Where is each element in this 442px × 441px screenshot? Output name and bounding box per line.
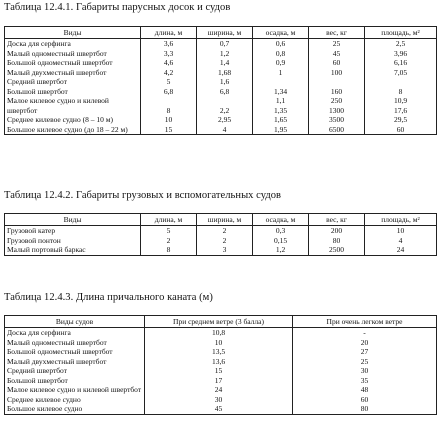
- table-3: [4, 315, 437, 415]
- table-row: [5, 68, 437, 78]
- row-label: Большой швертбот: [5, 376, 145, 386]
- table-row: [5, 236, 437, 246]
- table-cell: 2: [141, 236, 197, 246]
- table-2-caption: Таблица 12.4.2. Габариты грузовых и вспомогательных судов: [4, 190, 282, 201]
- table-cell: 4: [197, 125, 253, 135]
- table-cell: 3: [197, 245, 253, 255]
- table-cell: 1,2: [253, 245, 309, 255]
- table-cell: 80: [293, 404, 437, 414]
- table-row: [5, 77, 437, 87]
- table-cell: 10: [145, 338, 293, 348]
- table-row: [5, 366, 437, 376]
- table-cell: 1,4: [197, 58, 253, 68]
- table-row: [5, 39, 437, 49]
- table-1-col-3: осадка, м: [253, 27, 309, 39]
- table-row: [5, 245, 437, 255]
- table-cell: 6,8: [197, 87, 253, 97]
- table-row: [5, 49, 437, 59]
- table-cell: 24: [365, 245, 437, 255]
- table-cell: 2500: [309, 245, 365, 255]
- table-cell: 4,6: [141, 58, 197, 68]
- row-label: Малый одноместный швертбот: [5, 49, 141, 59]
- table-2-col-2: ширина, м: [197, 214, 253, 226]
- table-2: [4, 213, 437, 256]
- table-2-col-3: осадка, м: [253, 214, 309, 226]
- table-row: [5, 404, 437, 414]
- row-label: Среднее килевое судно (8 – 10 м): [5, 115, 141, 125]
- table-cell: 100: [309, 68, 365, 78]
- table-cell: 3,3: [141, 49, 197, 59]
- table-cell: 45: [145, 404, 293, 414]
- table-cell: 10: [141, 115, 197, 125]
- table-row: [5, 328, 437, 338]
- table-2-body: [5, 226, 437, 256]
- row-label: Малое килевое судно и килевой швертбот: [5, 385, 145, 395]
- table-cell: 13,6: [145, 357, 293, 367]
- table-cell: [253, 77, 309, 87]
- table-cell: 250 1300: [309, 96, 365, 115]
- table-row: [5, 96, 437, 115]
- table-cell: -: [293, 328, 437, 338]
- table-cell: 13,5: [145, 347, 293, 357]
- table-1-caption: Таблица 12.4.1. Габариты парусных досок и судов: [4, 2, 231, 13]
- table-row: [5, 395, 437, 405]
- table-cell: 2: [197, 236, 253, 246]
- table-row: [5, 385, 437, 395]
- table-cell: 3500: [309, 115, 365, 125]
- table-cell: 8: [141, 96, 197, 115]
- table-row: [5, 376, 437, 386]
- table-row: [5, 115, 437, 125]
- table-2-col-1: длина, м: [141, 214, 197, 226]
- table-cell: 0,8: [253, 49, 309, 59]
- table-row: [5, 125, 437, 135]
- table-cell: 0,3: [253, 226, 309, 236]
- table-cell: 8: [365, 87, 437, 97]
- table-3-col-1: При среднем ветре (3 балла): [145, 316, 293, 328]
- table-cell: 0,15: [253, 236, 309, 246]
- table-1: [4, 26, 437, 135]
- table-cell: 160: [309, 87, 365, 97]
- table-3-caption: Таблица 12.4.3. Длина причального каната (м): [4, 292, 213, 303]
- table-row: [5, 338, 437, 348]
- table-cell: 30: [145, 395, 293, 405]
- row-label: Большой одноместный швертбот: [5, 58, 141, 68]
- table-cell: [365, 77, 437, 87]
- table-cell: 1,65: [253, 115, 309, 125]
- table-2-col-4: вес, кг: [309, 214, 365, 226]
- row-label: Грузовой катер: [5, 226, 141, 236]
- table-cell: 25: [293, 357, 437, 367]
- table-cell: 6500: [309, 125, 365, 135]
- row-label: Среднее килевое судно: [5, 395, 145, 405]
- row-label: Малый двухместный швертбот: [5, 68, 141, 78]
- table-cell: 0,6: [253, 39, 309, 49]
- table-row: [5, 87, 437, 97]
- table-row: [5, 58, 437, 68]
- table-cell: 0,9: [253, 58, 309, 68]
- table-cell: 5: [141, 226, 197, 236]
- table-1-body: [5, 39, 437, 135]
- table-cell: 1: [253, 68, 309, 78]
- table-cell: 60: [293, 395, 437, 405]
- table-cell: 48: [293, 385, 437, 395]
- table-2-col-0: Виды: [5, 214, 141, 226]
- table-cell: 2: [197, 226, 253, 236]
- table-cell: 200: [309, 226, 365, 236]
- table-cell: 35: [293, 376, 437, 386]
- table-cell: 6,16: [365, 58, 437, 68]
- row-label: Малое килевое судно и килевой швертбот: [5, 96, 141, 115]
- table-cell: 15: [145, 366, 293, 376]
- row-label: Средний швертбот: [5, 77, 141, 87]
- table-cell: 20: [293, 338, 437, 348]
- row-label: Доска для серфинга: [5, 39, 141, 49]
- table-cell: 10: [365, 226, 437, 236]
- table-cell: 7,05: [365, 68, 437, 78]
- table-cell: 60: [365, 125, 437, 135]
- table-1-header-row: [5, 27, 437, 39]
- table-cell: 30: [293, 366, 437, 376]
- row-label: Малый двухместный швертбот: [5, 357, 145, 367]
- table-cell: 1,6: [197, 77, 253, 87]
- table-cell: 4: [365, 236, 437, 246]
- row-label: Большое килевое судно (до 18 – 22 м): [5, 125, 141, 135]
- row-label: Грузовой понтон: [5, 236, 141, 246]
- table-1-col-1: длина, м: [141, 27, 197, 39]
- table-1-col-4: вес, кг: [309, 27, 365, 39]
- table-1-col-5: площадь, м²: [365, 27, 437, 39]
- table-2-header-row: [5, 214, 437, 226]
- table-cell: 80: [309, 236, 365, 246]
- table-cell: 1,34: [253, 87, 309, 97]
- table-cell: 3,6: [141, 39, 197, 49]
- table-cell: 24: [145, 385, 293, 395]
- table-cell: 0,7: [197, 39, 253, 49]
- row-label: Малый одноместный швертбот: [5, 338, 145, 348]
- table-cell: 1,95: [253, 125, 309, 135]
- table-cell: 29,5: [365, 115, 437, 125]
- table-cell: 2,5: [365, 39, 437, 49]
- table-cell: 1,2: [197, 49, 253, 59]
- table-cell: 10,9 17,6: [365, 96, 437, 115]
- table-cell: 4,2: [141, 68, 197, 78]
- table-cell: 8: [141, 245, 197, 255]
- row-label: Малый портовый баркас: [5, 245, 141, 255]
- table-1-col-0: Виды: [5, 27, 141, 39]
- table-cell: [309, 77, 365, 87]
- table-cell: 2,2: [197, 96, 253, 115]
- table-row: [5, 347, 437, 357]
- table-3-col-0: Виды судов: [5, 316, 145, 328]
- table-row: [5, 226, 437, 236]
- table-1-col-2: ширина, м: [197, 27, 253, 39]
- table-cell: 5: [141, 77, 197, 87]
- table-cell: 6,8: [141, 87, 197, 97]
- row-label: Большой одноместный швертбот: [5, 347, 145, 357]
- table-cell: 27: [293, 347, 437, 357]
- table-row: [5, 357, 437, 367]
- table-cell: 1,68: [197, 68, 253, 78]
- table-3-body: [5, 328, 437, 415]
- table-cell: 2,95: [197, 115, 253, 125]
- row-label: Большой швертбот: [5, 87, 141, 97]
- table-cell: 25: [309, 39, 365, 49]
- table-cell: 15: [141, 125, 197, 135]
- table-3-header-row: [5, 316, 437, 328]
- table-cell: 3,96: [365, 49, 437, 59]
- table-cell: 60: [309, 58, 365, 68]
- row-label: Доска для серфинга: [5, 328, 145, 338]
- table-2-col-5: площадь, м²: [365, 214, 437, 226]
- table-cell: 10,8: [145, 328, 293, 338]
- table-3-col-2: При очень легком ветре: [293, 316, 437, 328]
- table-cell: 1,1 1,35: [253, 96, 309, 115]
- row-label: Средний швертбот: [5, 366, 145, 376]
- row-label: Большое килевое судно: [5, 404, 145, 414]
- table-cell: 17: [145, 376, 293, 386]
- table-cell: 45: [309, 49, 365, 59]
